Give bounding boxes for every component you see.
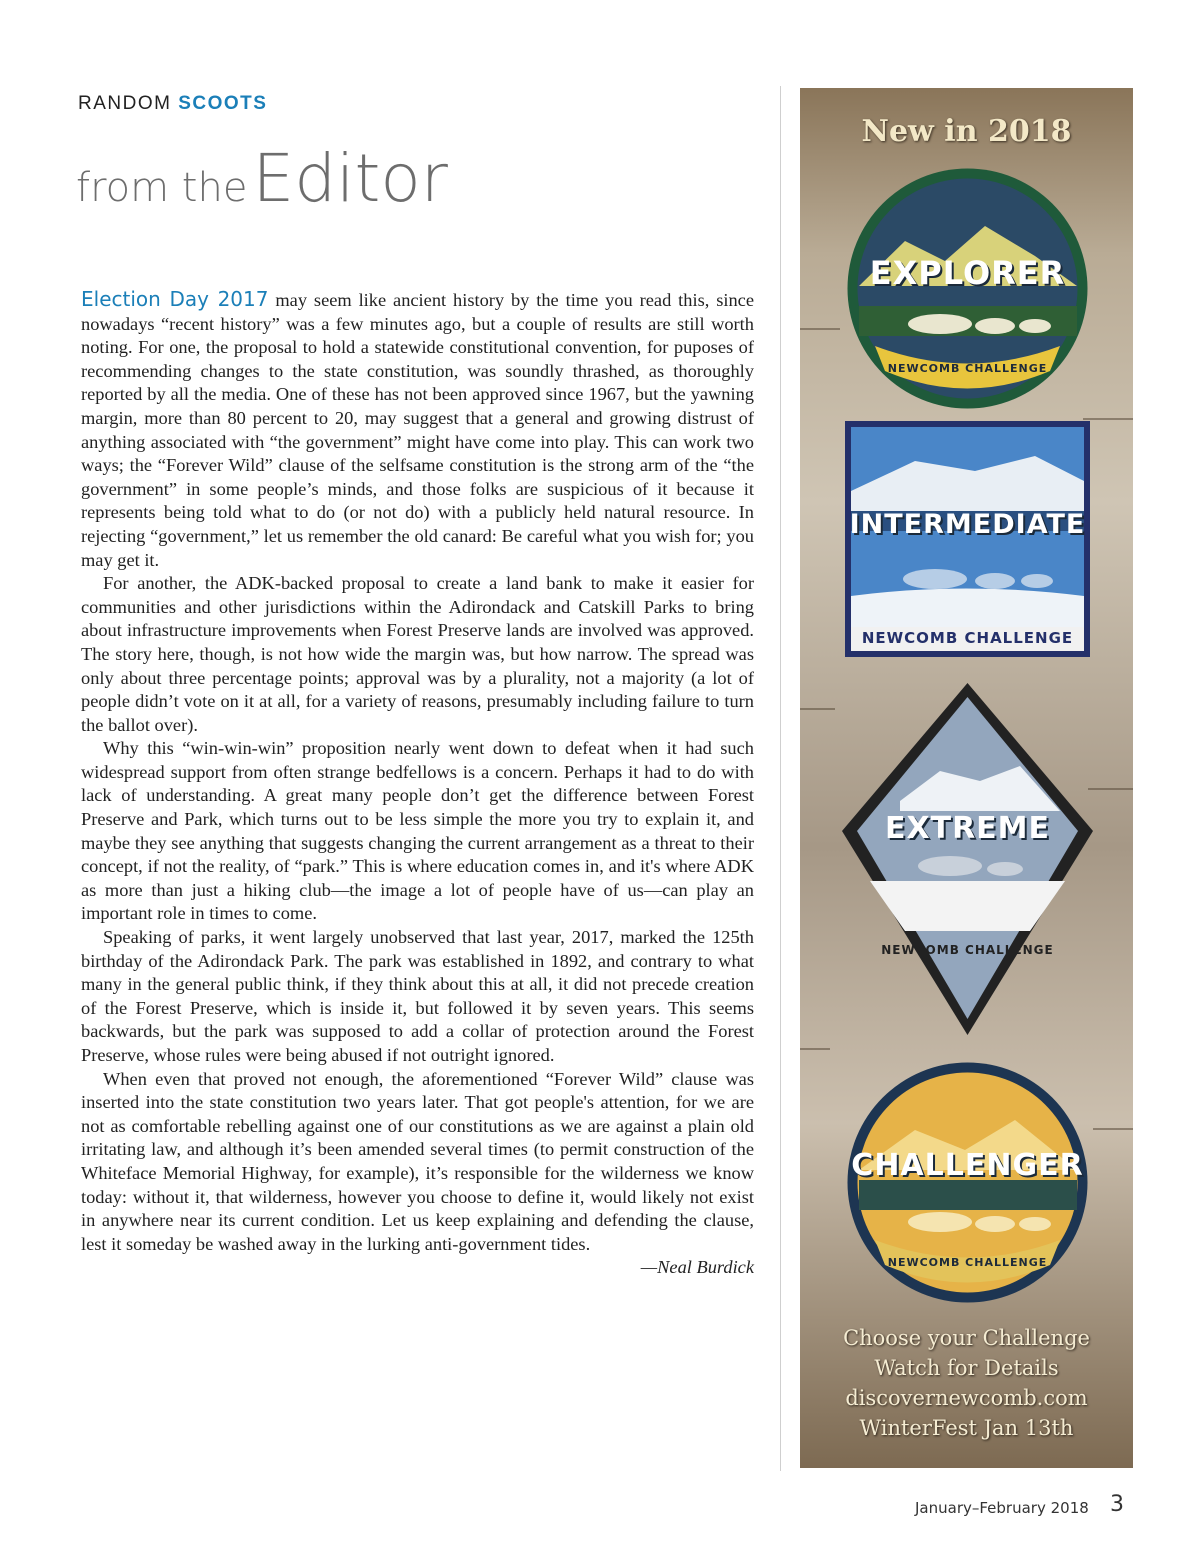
page-number: 3 <box>1110 1492 1124 1517</box>
extreme-badge <box>840 681 1095 1037</box>
ad-title: New in 2018 <box>861 114 1072 149</box>
intermediate-badge <box>845 421 1090 657</box>
bark-mark <box>800 328 840 330</box>
paragraph-1-text: may seem like ancient history by the time you read this, since nowadays “recent history” was a few minutes ago, but a couple of results are still worth noting. For one, the proposal to hold a statewide constitutional convention, for puposes of recommending changes to the state constitution, was soundly thrashed, as thoroughly reported by all the media. One of these has not been approved since 1967, but the yawning margin, more than 80 percent to 20, may suggest that a general and growing distrust of anything associated with “the government” might have come into play. This can work two ways; the “Forever Wild” clause of the selfsame constitution is the strong arm of the “the government” in some people’s minds, and those folks are suspicious of it because it represents being told what to do (or not do) with a publicly held natural resource. In rejecting “government,” let us remember the old canard: Be careful what you wish for; you may get it. <box>81 290 754 570</box>
paragraph-5: When even that proved not enough, the aforementioned “Forever Wild” clause was inserted into the state constitution two years later. That got people's attention, for we are not as comfortable rebelling against one of our constitutions as we are against a plain old irritating law, and although it’s been amended several times (to permit construction of the Whiteface Memorial Highway, for example), it’s responsible for the wilderness we know today: without it, that wilderness, however you choose to define it, would likely not exist in anywhere near its current condition. Let us keep explaining and defending the clause, lest it someday be washed away in the lurking anti-government tides. <box>81 1068 754 1254</box>
challenger-ribbon: NEWCOMB CHALLENGE <box>887 1256 1048 1269</box>
bark-mark <box>800 708 835 710</box>
editorial-article <box>81 288 754 1280</box>
ad-footer <box>800 1323 1133 1443</box>
ad-footer-line: WinterFest Jan 13th <box>859 1416 1074 1440</box>
ad-footer-line: Watch for Details <box>874 1356 1059 1380</box>
intermediate-label: INTERMEDIATE <box>849 509 1086 540</box>
page-title <box>76 140 448 217</box>
explorer-ribbon: NEWCOMB CHALLENGE <box>887 362 1048 375</box>
lead-in: Election Day 2017 <box>81 287 269 311</box>
bark-mark <box>1083 418 1133 420</box>
explorer-label: EXPLORER <box>869 254 1066 292</box>
issue-date: January–February 2018 <box>915 1499 1089 1517</box>
bark-mark <box>1093 1128 1133 1130</box>
paragraph-4: Speaking of parks, it went largely unobserved that last year, 2017, marked the 125th birthday of the Adirondack Park. The park was established in 1892, and contrary to what many in the general public think, if they think about this at all, it did not precede creation of the Forest Preserve, which is inside it, but followed it by seven years. This seems backwards, but the park was supposed to add a collar of protection around the Forest Preserve, whose rules were being abused if not outright ignored. <box>81 927 754 1065</box>
paragraph-2: For another, the ADK-backed proposal to create a land bank to make it easier for communities and other jurisdictions within the Adirondack and Catskill Parks to bring about infrastructure improvements when Forest Preserve lands are involved was approved. The story here, though, is not how wide the margin was, but how narrow. The spread was only about three percentage points; approval was by a plurality, not a majority (a lot of people didn’t vote on it at all, for a variety of reasons, presumably including failure to turn the ballot over). <box>81 573 754 735</box>
extreme-label: EXTREME <box>884 811 1051 846</box>
extreme-badge-art <box>840 681 1095 1037</box>
author-signature: —Neal Burdick <box>640 1257 754 1278</box>
title-big: Editor <box>252 140 448 217</box>
paragraph-3: Why this “win-win-win” proposition nearly went down to defeat when it had such widespread support from often strange bedfellows is a concern. Perhaps it had to do with lack of understanding. A great many people don’t get the difference between Forest Preserve and Park, which turns out to be less simple the more you try to explain it, and maybe they see anything that suggests changing the current arrangement as a threat to their concept, if not the reality, of “park.” This is where education comes in, and it's where ADK as more than just a hiking club—the image a lot of people have of us—can play an important role in times to come. <box>81 738 754 924</box>
kicker-accent: SCOOTS <box>178 93 268 114</box>
challenger-label: CHALLENGER <box>851 1148 1084 1183</box>
explorer-badge <box>845 166 1090 411</box>
intermediate-ribbon: NEWCOMB CHALLENGE <box>861 629 1074 647</box>
column-divider <box>780 86 781 1471</box>
ad-footer-url: discovernewcomb.com <box>845 1386 1088 1410</box>
ad-footer-line: Choose your Challenge <box>843 1326 1090 1350</box>
challenger-badge <box>845 1060 1090 1305</box>
kicker-plain: RANDOM <box>78 93 172 114</box>
newcomb-advertisement <box>800 88 1133 1468</box>
title-small: from the <box>76 165 248 211</box>
bark-mark <box>800 1048 830 1050</box>
section-kicker <box>78 93 267 115</box>
paragraph-1 <box>81 288 754 572</box>
extreme-ribbon: NEWCOMB CHALLENGE <box>881 943 1054 957</box>
